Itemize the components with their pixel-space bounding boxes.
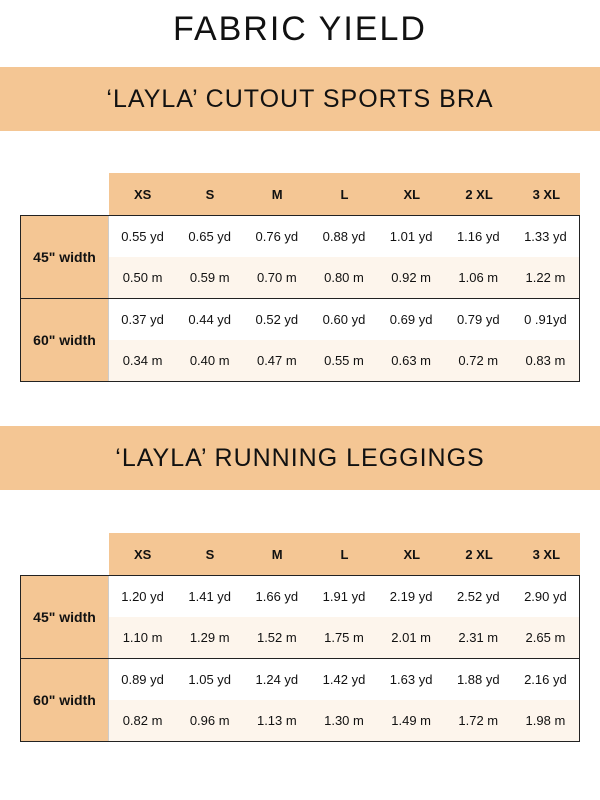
yield-cell: 1.72 m <box>458 713 499 728</box>
yield-cell: 1.30 m <box>324 713 364 728</box>
yield-cell: 1.20 yd <box>121 589 164 604</box>
width-group-60 <box>20 298 580 382</box>
yield-cell: 2.31 m <box>458 630 499 645</box>
size-header: XS <box>133 186 152 202</box>
yield-cell: 1.52 m <box>256 630 297 645</box>
yield-cell: 0.72 m <box>458 353 499 368</box>
section-heading: ‘LAYLA’ CUTOUT SPORTS BRA <box>106 84 494 113</box>
yield-cell: 0 .91yd <box>524 312 567 327</box>
yield-cell: 0.65 yd <box>188 229 232 244</box>
yield-cell: 2.19 yd <box>389 589 433 604</box>
yield-cell: 0.79 yd <box>456 312 500 327</box>
size-header: XL <box>403 546 421 562</box>
size-header: S <box>205 546 215 562</box>
yield-cell: 1.88 yd <box>456 672 500 687</box>
width-label: 60" width <box>21 659 109 741</box>
meter-row <box>109 340 579 381</box>
width-label: 60" width <box>21 299 109 381</box>
page-title: FABRIC YIELD <box>173 10 427 48</box>
yield-cell: 1.16 yd <box>456 229 500 244</box>
yield-cell: 1.33 yd <box>524 229 567 244</box>
size-header: 2 XL <box>465 546 493 562</box>
yield-table-sports-bra <box>20 173 580 382</box>
width-group-45 <box>20 215 580 298</box>
meter-row <box>109 700 579 741</box>
yield-cell: 1.42 yd <box>322 672 366 687</box>
size-header: 3 XL <box>532 546 561 562</box>
yard-row <box>109 216 579 257</box>
yield-cell: 1.22 m <box>525 270 566 285</box>
yard-row <box>109 299 579 340</box>
yield-cell: 1.01 yd <box>389 229 433 244</box>
yield-cell: 1.13 m <box>256 713 297 728</box>
yield-cell: 1.10 m <box>122 630 163 645</box>
yield-cell: 0.80 m <box>324 270 364 285</box>
yield-cell: 0.76 yd <box>255 229 299 244</box>
size-header: L <box>340 546 349 562</box>
meter-row <box>109 257 579 298</box>
header-spacer <box>20 533 109 575</box>
yield-cell: 1.75 m <box>324 630 364 645</box>
size-header: XL <box>403 186 421 202</box>
yield-cell: 0.44 yd <box>188 312 232 327</box>
yield-cell: 1.24 yd <box>255 672 299 687</box>
yield-cell: 1.63 yd <box>389 672 433 687</box>
yield-cell: 0.59 m <box>189 270 230 285</box>
yield-cell: 1.06 m <box>458 270 499 285</box>
yard-row <box>109 576 579 617</box>
size-header: M <box>271 546 283 562</box>
yield-cell: 0.70 m <box>256 270 297 285</box>
yield-cell: 2.65 m <box>525 630 566 645</box>
yield-cell: 1.49 m <box>391 713 431 728</box>
yield-cell: 1.98 m <box>525 713 566 728</box>
yield-cell: 1.29 m <box>189 630 230 645</box>
size-header-row <box>20 173 580 215</box>
yield-cell: 0.92 m <box>391 270 431 285</box>
yield-cell: 1.91 yd <box>322 589 366 604</box>
width-label: 45" width <box>21 216 109 298</box>
yield-cell: 0.89 yd <box>121 672 164 687</box>
yield-cell: 0.83 m <box>525 353 566 368</box>
yield-cell: 0.50 m <box>122 270 163 285</box>
width-group-45 <box>20 575 580 658</box>
width-label: 45" width <box>21 576 109 658</box>
yield-cell: 0.96 m <box>189 713 230 728</box>
yield-table-leggings <box>20 533 580 742</box>
yield-cell: 2.52 yd <box>456 589 500 604</box>
section-banner-sports-bra <box>0 67 600 131</box>
size-header-row <box>20 533 580 575</box>
yield-cell: 0.55 yd <box>121 229 164 244</box>
yield-cell: 0.82 m <box>122 713 163 728</box>
yield-cell: 0.40 m <box>189 353 230 368</box>
size-header: XS <box>133 546 152 562</box>
yield-cell: 2.90 yd <box>524 589 567 604</box>
yard-row <box>109 659 579 700</box>
yield-cell: 1.41 yd <box>188 589 232 604</box>
yield-cell: 0.52 yd <box>255 312 299 327</box>
yield-cell: 2.16 yd <box>524 672 567 687</box>
yield-cell: 2.01 m <box>391 630 431 645</box>
yield-cell: 0.55 m <box>324 353 364 368</box>
width-group-60 <box>20 658 580 742</box>
meter-row <box>109 617 579 658</box>
size-header: L <box>340 186 349 202</box>
size-header: M <box>271 186 283 202</box>
size-header-cells <box>109 173 580 215</box>
size-header: 2 XL <box>465 186 493 202</box>
yield-cell: 0.47 m <box>256 353 297 368</box>
header-spacer <box>20 173 109 215</box>
yield-cell: 0.88 yd <box>322 229 366 244</box>
yield-cell: 0.37 yd <box>121 312 164 327</box>
yield-cell: 0.63 m <box>391 353 431 368</box>
size-header: S <box>205 186 215 202</box>
yield-cell: 1.66 yd <box>255 589 299 604</box>
size-header-cells <box>109 533 580 575</box>
yield-cell: 0.60 yd <box>322 312 366 327</box>
yield-cell: 1.05 yd <box>188 672 232 687</box>
section-heading: ‘LAYLA’ RUNNING LEGGINGS <box>115 443 485 472</box>
size-header: 3 XL <box>532 186 561 202</box>
section-banner-leggings <box>0 426 600 490</box>
yield-cell: 0.69 yd <box>389 312 433 327</box>
yield-cell: 0.34 m <box>122 353 163 368</box>
